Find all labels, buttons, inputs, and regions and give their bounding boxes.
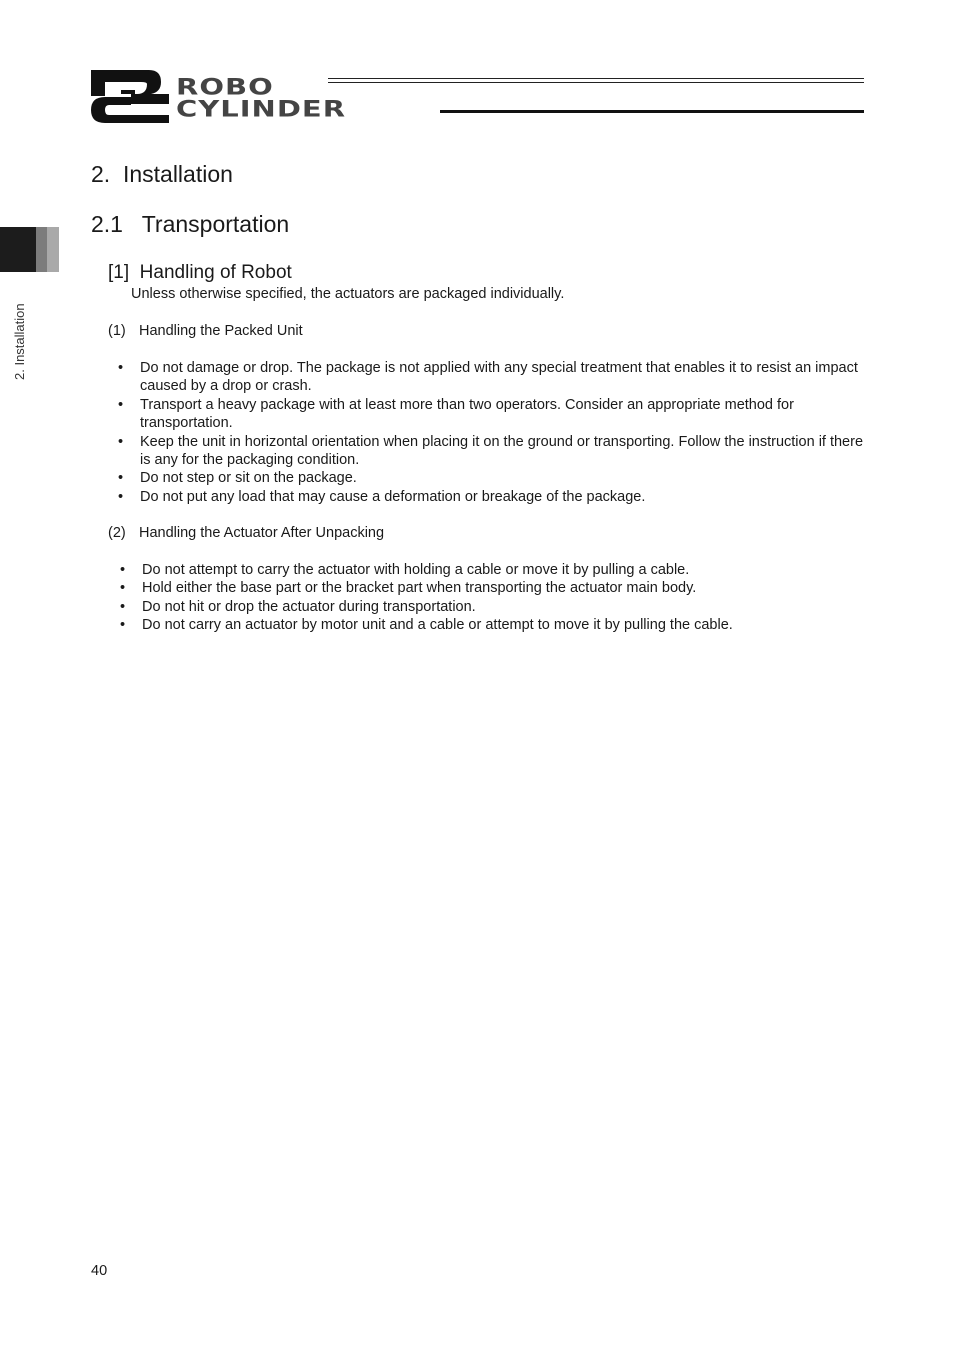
bullet-icon: • [120,562,126,578]
chapter-title: 2. Installation [91,161,233,187]
list-item: • Do not hit or drop the actuator during transportation. [120,598,476,615]
chapter-tab-block [47,227,59,272]
bullet-icon: • [118,433,124,450]
list-item: • Do not damage or drop. The package is not applied with any special treatment that enables it to resist an impact caused by a drop or crash. [118,360,858,395]
part1-number: (1) [108,323,126,339]
part2-number: (2) [108,525,126,541]
part2-heading [108,525,384,541]
bullet-icon: • [120,580,126,597]
logo-robo-text: ROBO [176,73,274,101]
subsection-title: [1] Handling of Robot [108,262,292,283]
header-rule [328,78,864,79]
part2-title: Handling the Actuator After Unpacking [139,525,385,541]
bullet-icon: • [118,396,124,413]
list-item: • Do not put any load that may cause a deformation or breakage of the package. [118,488,646,505]
part1-bullet-list [118,359,870,506]
rc-logo-icon [91,70,169,123]
chapter-tab-block [36,227,47,272]
section-title: 2.1 Transportation [91,211,290,237]
list-item: • Do not attempt to carry the actuator with holding a cable or move it by pulling a cable. [120,562,690,578]
side-chapter-label: 2. Installation [12,303,27,380]
bullet-icon: • [120,598,126,615]
part1-title: Handling the Packed Unit [139,323,303,339]
list-item: • Transport a heavy package with at least more than two operators. Consider an appropriate method for transportation. [118,396,794,432]
header-rule-thick [440,110,864,113]
list-item: • Do not step or sit on the package. [118,470,357,487]
chapter-tab-block [0,227,36,272]
list-item: • Hold either the base part or the bracket part when transporting the actuator main body. [120,580,697,597]
bullet-icon: • [118,488,124,505]
intro-text: Unless otherwise specified, the actuators are packaged individually. [131,286,565,302]
bullet-icon: • [120,617,126,634]
logo-cylinder-text: CYLINDER [176,95,347,123]
bullet-icon: • [118,470,124,487]
bullet-icon: • [118,360,124,376]
part2-bullet-list [120,561,872,635]
part1-heading [108,323,303,339]
page-number: 40 [91,1263,108,1279]
list-item: • Do not carry an actuator by motor unit and a cable or attempt to move it by pulling the cable. [120,617,733,634]
header-rule [328,82,864,83]
list-item: • Keep the unit in horizontal orientation when placing it on the ground or transporting. Follow the instruction if there is any for the packaging condition. [118,433,864,469]
